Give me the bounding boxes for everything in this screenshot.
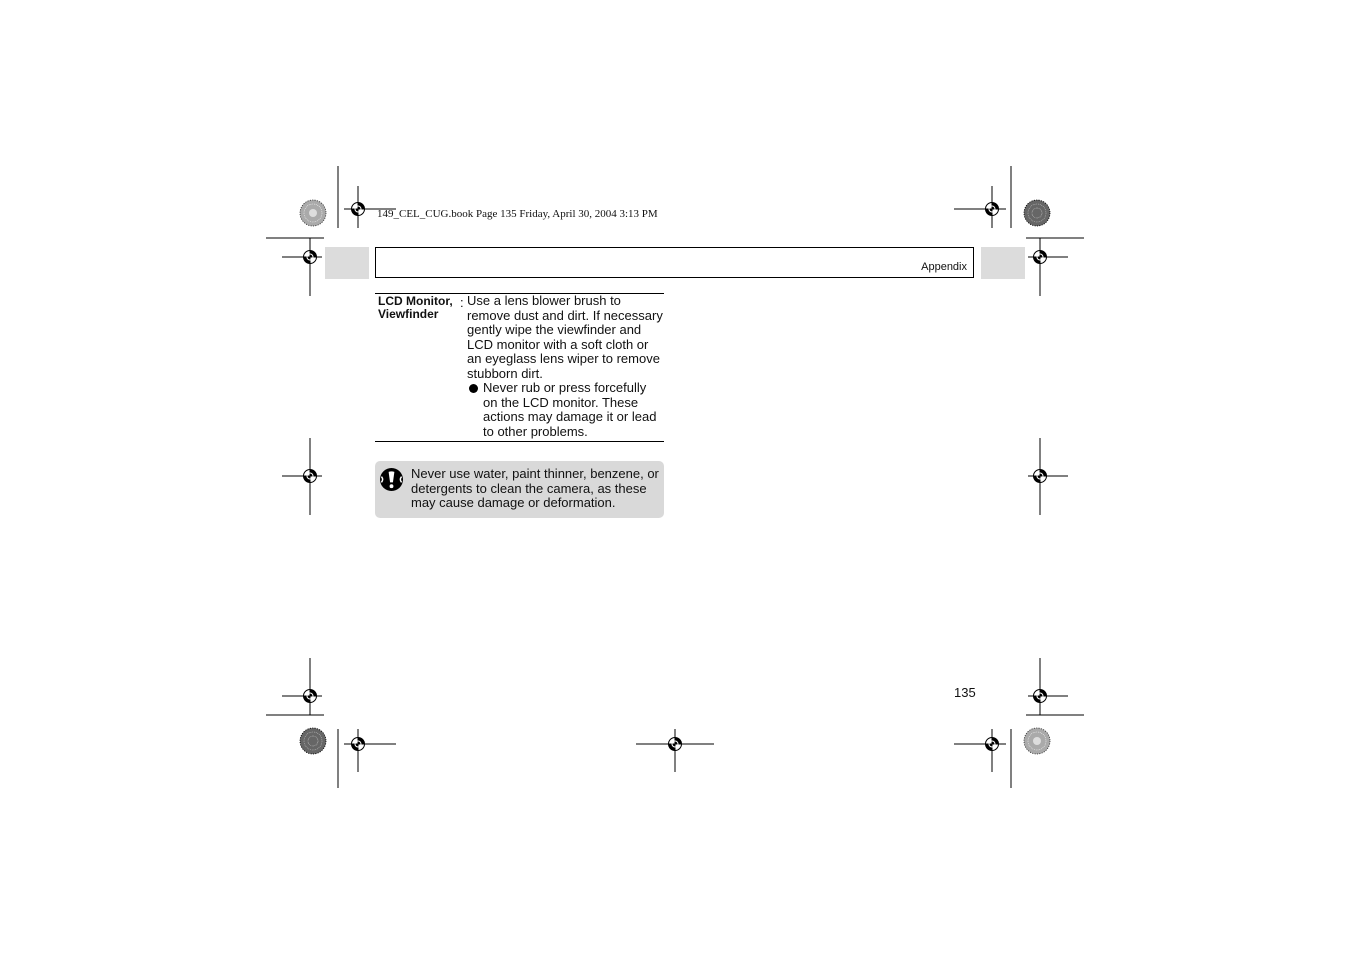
caution-text: Never use water, paint thinner, benzene, or detergents to clean the camera, as these may cause damage or deformation.	[411, 466, 659, 510]
page-number: 135	[954, 685, 976, 700]
entry-term-line1: LCD Monitor,	[378, 294, 453, 308]
entry-bullet-text: Never rub or press forcefully on the LCD monitor. These actions may damage it or lead to other problems.	[483, 380, 657, 439]
section-label: Appendix	[921, 261, 967, 273]
entry-term-line2: Viewfinder	[378, 307, 439, 321]
print-slug-line: 149_CEL_CUG.book Page 135 Friday, April 30, 2004 3:13 PM	[377, 208, 658, 220]
entry-description: Use a lens blower brush to remove dust and dirt. If necessary gently wipe the viewfinder and LCD monitor with a soft cloth or an eyeglass lens wiper to remove stubborn dirt.	[467, 293, 663, 381]
entry-colon: :	[460, 295, 464, 310]
